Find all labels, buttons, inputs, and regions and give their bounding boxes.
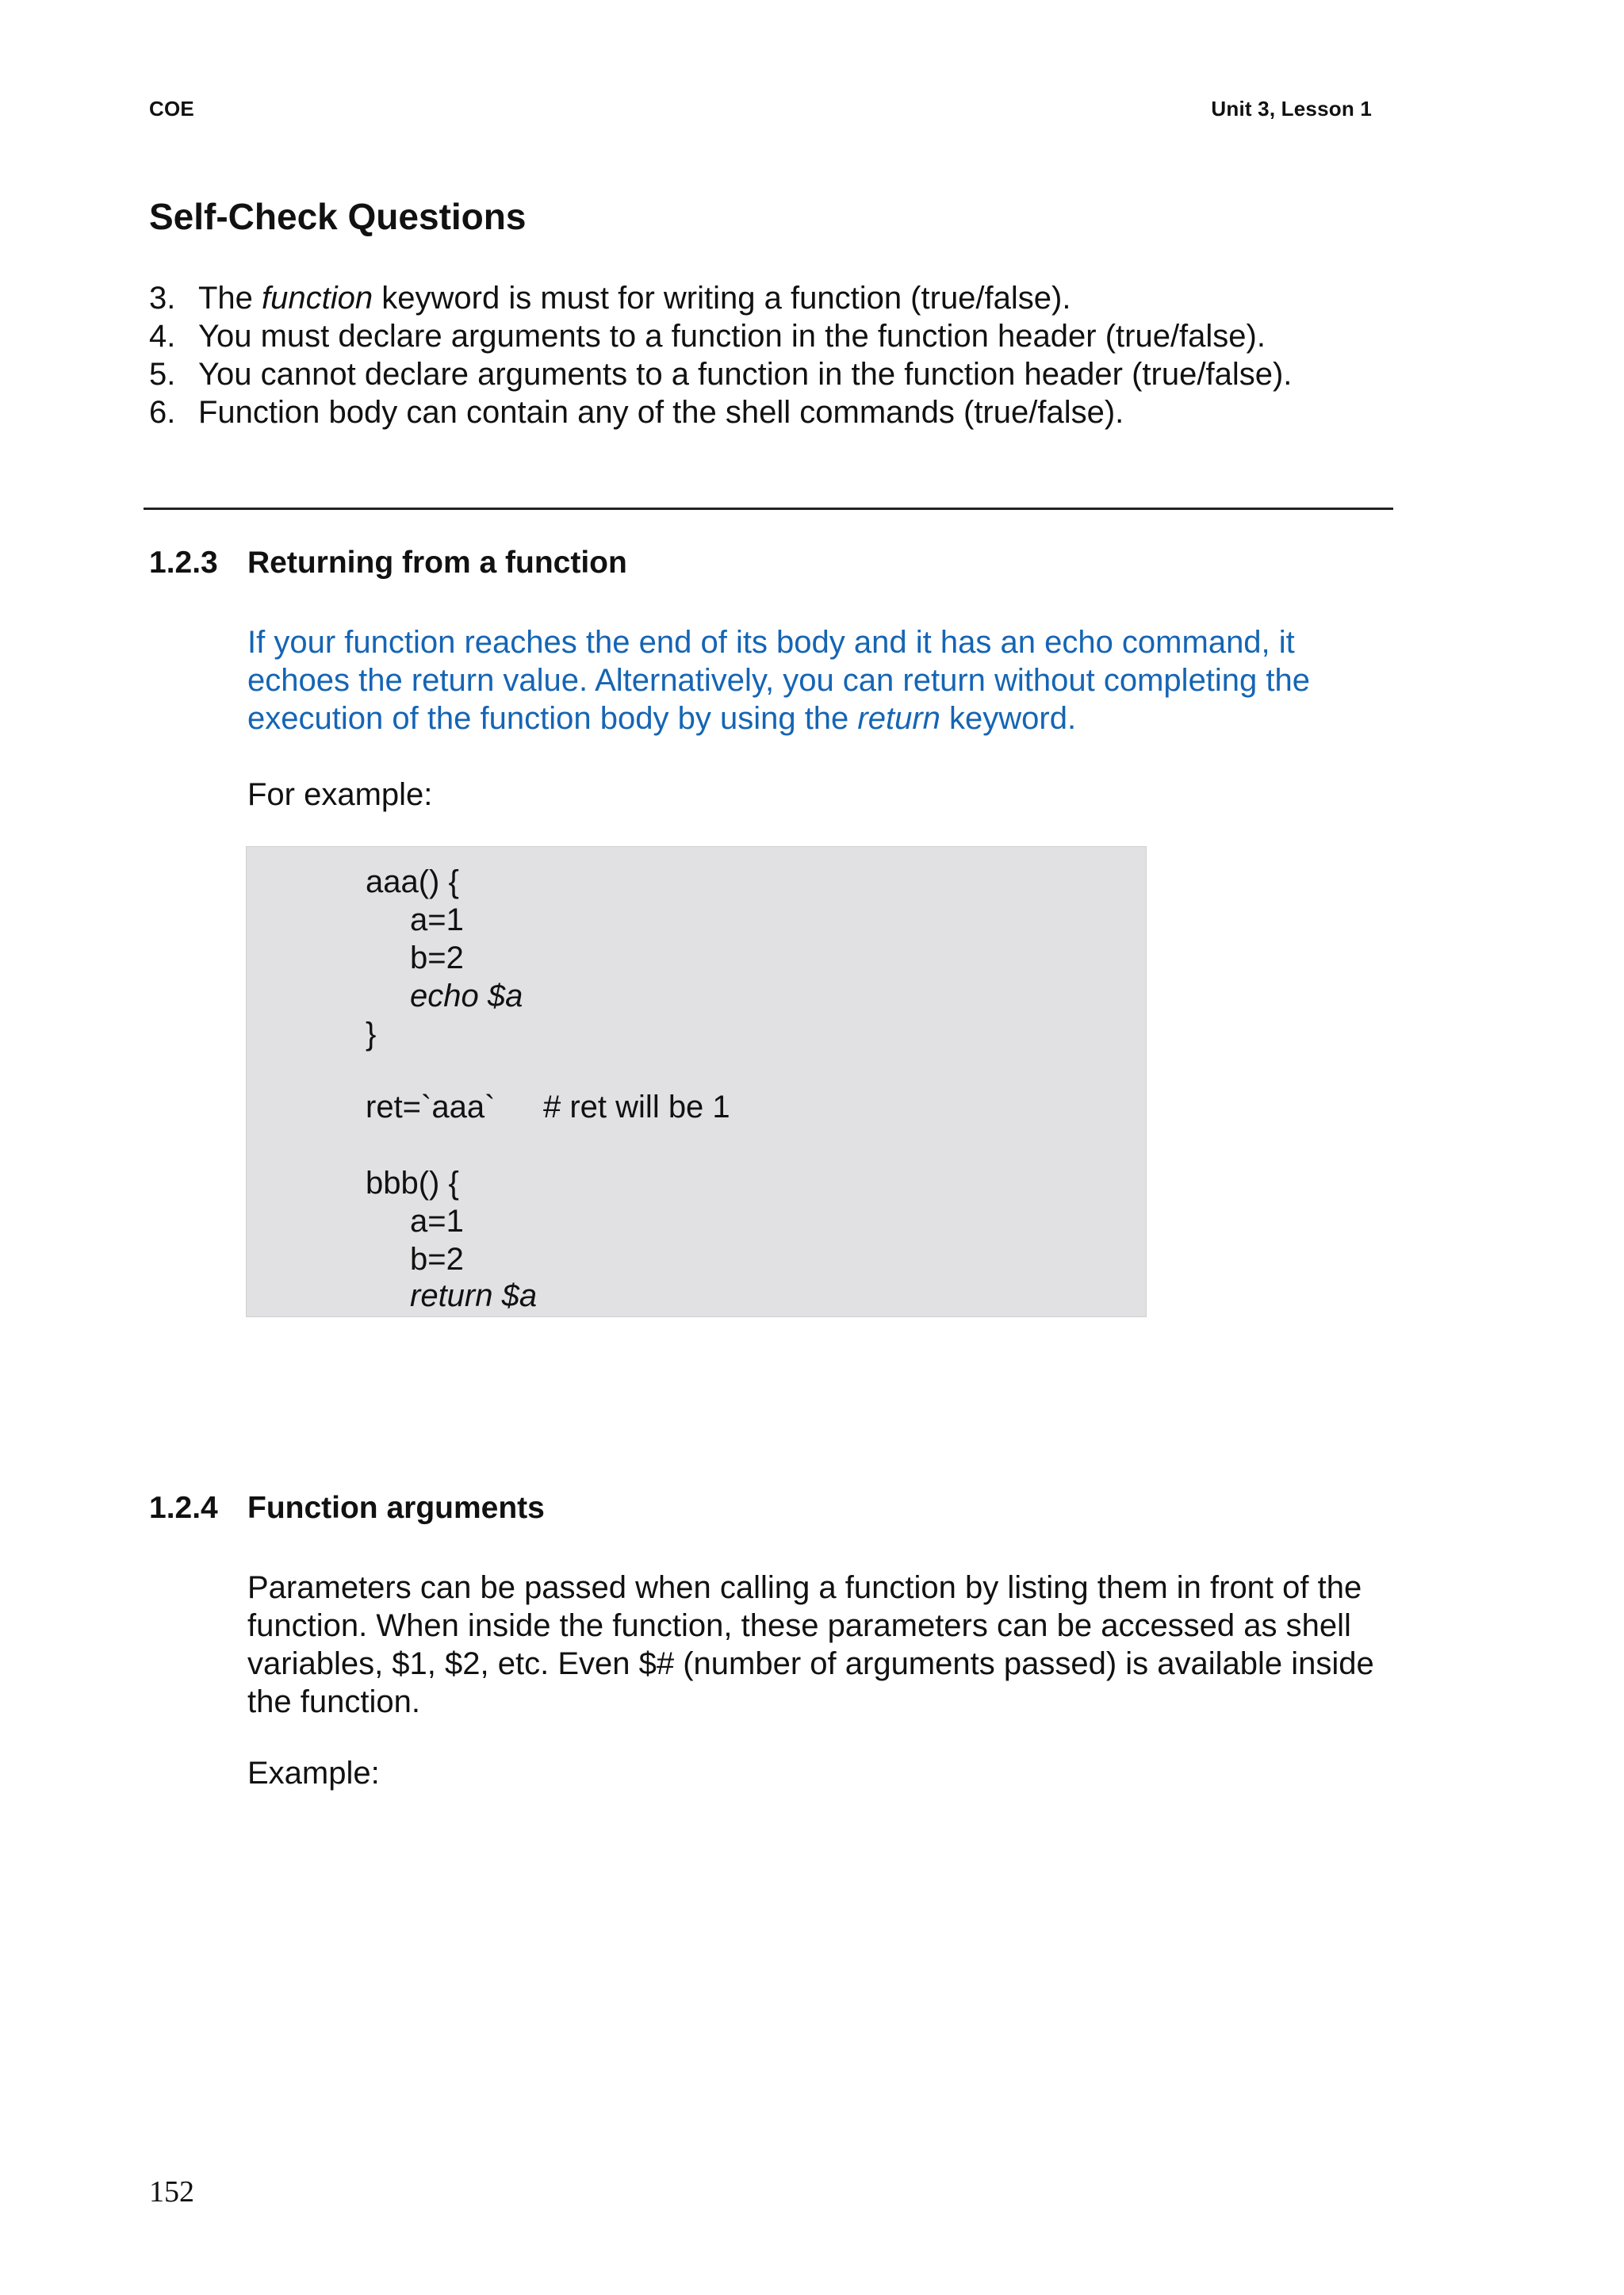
code-line: a=1 [410,902,464,937]
question-number: 6. [149,395,176,430]
code-line: return $a [410,1278,538,1313]
question-text: You must declare arguments to a function in the function header (true/false). [198,319,1266,354]
section-number: 1.2.4 [149,1491,218,1525]
question-number: 4. [149,319,176,354]
question-text [198,281,1071,316]
section-title: Function arguments [247,1491,545,1525]
question-text: You cannot declare arguments to a function in the function header (true/false). [198,357,1293,392]
arguments-paragraph: Parameters can be passed when calling a function by listing them in front of the function. When inside the function, these parameters can be accessed as shell variables, $1, $2, etc. Even $# (number of arguments passed) is available inside the function. [247,1570,1374,1719]
question-number: 3. [149,281,176,316]
section-number: 1.2.3 [149,546,218,580]
question-text-end: keyword is must for writing a function (true/false). [373,281,1071,316]
question-item [149,393,1292,431]
running-header-unit: Unit 3, Lesson 1 [1211,97,1372,121]
question-item [149,317,1292,355]
code-comment: # ret will be 1 [543,1090,730,1125]
question-number: 5. [149,357,176,392]
section-heading-arguments [149,1491,545,1526]
code-line: ret=`aaa` [366,1090,496,1125]
code-example-block [246,846,1147,1317]
return-keyword: return [857,701,940,736]
question-keyword: function [262,281,373,316]
running-header-course: COE [149,97,194,121]
self-check-question-list [149,279,1292,431]
question-text-start: The [198,281,262,316]
code-line: } [366,1017,377,1052]
code-line: b=2 [410,1242,464,1277]
question-item [149,355,1292,393]
returning-paragraph [247,623,1405,738]
page-number: 152 [149,2175,194,2209]
paragraph-text-end: keyword. [940,701,1077,736]
self-check-title: Self-Check Questions [149,196,527,237]
code-line: echo $a [410,979,523,1013]
section-title: Returning from a function [247,546,627,580]
code-line: a=1 [410,1204,464,1239]
code-line: b=2 [410,941,464,975]
code-line: aaa() { [366,864,459,899]
example-label: Example: [247,1756,380,1791]
section-divider [144,508,1393,510]
paragraph-text: If your function reaches the end of its body and it has an echo command, it echoes the return value. Alternatively, you can return without completing the execution of the function body by using the [247,625,1311,736]
section-heading-returning [149,546,627,580]
code-line: bbb() { [366,1166,459,1201]
question-text: Function body can contain any of the shell commands (true/false). [198,395,1124,430]
for-example-label: For example: [247,777,433,812]
question-item [149,279,1292,317]
